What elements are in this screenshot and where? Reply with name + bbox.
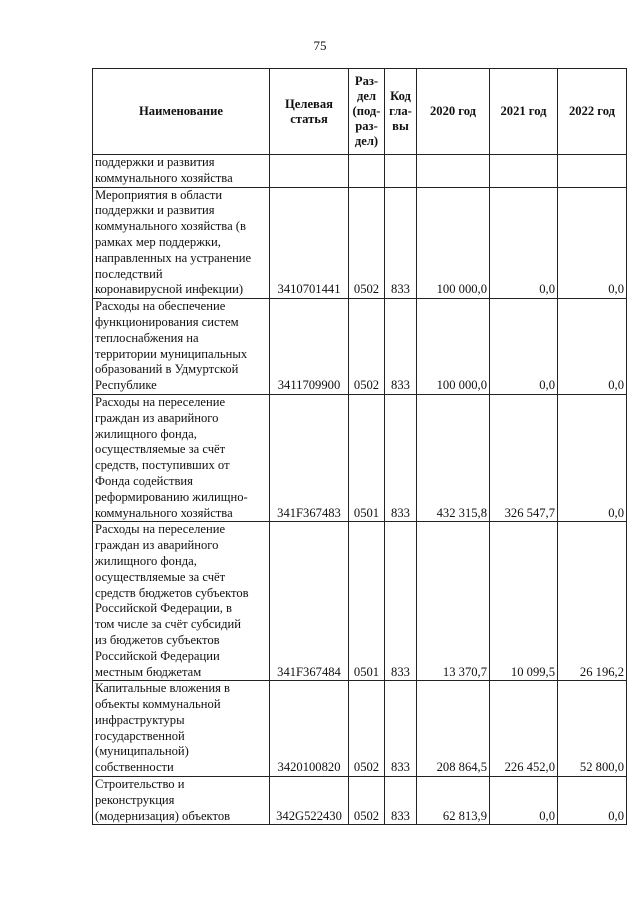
row-target-article: 3411709900 bbox=[270, 299, 349, 395]
row-name: Расходы на обеспечение функционирования систем теплоснабжения на территории муниципальных образований в Удмуртской Республике bbox=[93, 299, 270, 395]
row-amount-2020: 100 000,0 bbox=[417, 299, 490, 395]
row-amount-2021: 326 547,7 bbox=[490, 394, 558, 521]
row-amount-2021: 226 452,0 bbox=[490, 681, 558, 777]
row-target-article: 342G522430 bbox=[270, 777, 349, 825]
row-chapter-code: 833 bbox=[385, 522, 417, 681]
header-target-article: Целевая статья bbox=[270, 69, 349, 155]
row-target-article bbox=[270, 155, 349, 188]
row-amount-2022: 52 800,0 bbox=[558, 681, 627, 777]
row-section: 0502 bbox=[349, 187, 385, 299]
row-section bbox=[349, 155, 385, 188]
row-section: 0502 bbox=[349, 777, 385, 825]
table-header-row bbox=[93, 69, 627, 155]
table-row bbox=[93, 394, 627, 521]
row-section: 0501 bbox=[349, 522, 385, 681]
row-name: Капитальные вложения в объекты коммунальной инфраструктуры государственной (муниципальной) собственности bbox=[93, 681, 270, 777]
table-row bbox=[93, 187, 627, 299]
row-amount-2021: 0,0 bbox=[490, 299, 558, 395]
budget-table bbox=[92, 68, 627, 825]
row-amount-2020: 62 813,9 bbox=[417, 777, 490, 825]
row-amount-2022: 0,0 bbox=[558, 187, 627, 299]
row-name: Расходы на переселение граждан из аварийного жилищного фонда, осуществляемые за счёт средств бюджетов субъектов Российской Федерации, в том числе за счёт субсидий из бюджетов субъектов Российской Федерации местным бюджетам bbox=[93, 522, 270, 681]
table-row bbox=[93, 522, 627, 681]
row-amount-2022 bbox=[558, 155, 627, 188]
header-chapter-code: Код гла- вы bbox=[385, 69, 417, 155]
row-target-article: 3410701441 bbox=[270, 187, 349, 299]
header-year-2020: 2020 год bbox=[417, 69, 490, 155]
row-amount-2021: 0,0 bbox=[490, 187, 558, 299]
row-amount-2020: 13 370,7 bbox=[417, 522, 490, 681]
table-row bbox=[93, 155, 627, 188]
row-target-article: 341F367484 bbox=[270, 522, 349, 681]
row-amount-2020: 100 000,0 bbox=[417, 187, 490, 299]
row-chapter-code: 833 bbox=[385, 187, 417, 299]
row-amount-2022: 26 196,2 bbox=[558, 522, 627, 681]
header-year-2022: 2022 год bbox=[558, 69, 627, 155]
row-chapter-code: 833 bbox=[385, 299, 417, 395]
row-section: 0502 bbox=[349, 681, 385, 777]
row-chapter-code: 833 bbox=[385, 681, 417, 777]
row-amount-2022: 0,0 bbox=[558, 394, 627, 521]
page-number: 75 bbox=[313, 38, 327, 53]
row-name: Строительство и реконструкция (модернизация) объектов bbox=[93, 777, 270, 825]
row-amount-2022: 0,0 bbox=[558, 777, 627, 825]
row-section: 0501 bbox=[349, 394, 385, 521]
row-chapter-code bbox=[385, 155, 417, 188]
row-amount-2020: 208 864,5 bbox=[417, 681, 490, 777]
row-amount-2020: 432 315,8 bbox=[417, 394, 490, 521]
row-name: Расходы на переселение граждан из аварийного жилищного фонда, осуществляемые за счёт средств, поступивших от Фонда содействия реформированию жилищно- коммунального хозяйства bbox=[93, 394, 270, 521]
table-row bbox=[93, 299, 627, 395]
header-year-2021: 2021 год bbox=[490, 69, 558, 155]
table-row bbox=[93, 777, 627, 825]
row-amount-2021: 10 099,5 bbox=[490, 522, 558, 681]
row-name: Мероприятия в области поддержки и развития коммунального хозяйства (в рамках мер поддержки, направленных на устранение последствий коронавирусной инфекции) bbox=[93, 187, 270, 299]
row-chapter-code: 833 bbox=[385, 777, 417, 825]
row-amount-2021: 0,0 bbox=[490, 777, 558, 825]
header-section: Раз- дел (под- раз- дел) bbox=[349, 69, 385, 155]
row-amount-2021 bbox=[490, 155, 558, 188]
row-target-article: 3420100820 bbox=[270, 681, 349, 777]
row-amount-2020 bbox=[417, 155, 490, 188]
header-name: Наименование bbox=[93, 69, 270, 155]
row-chapter-code: 833 bbox=[385, 394, 417, 521]
row-target-article: 341F367483 bbox=[270, 394, 349, 521]
row-section: 0502 bbox=[349, 299, 385, 395]
row-name: поддержки и развития коммунального хозяйства bbox=[93, 155, 270, 188]
table-row bbox=[93, 681, 627, 777]
row-amount-2022: 0,0 bbox=[558, 299, 627, 395]
